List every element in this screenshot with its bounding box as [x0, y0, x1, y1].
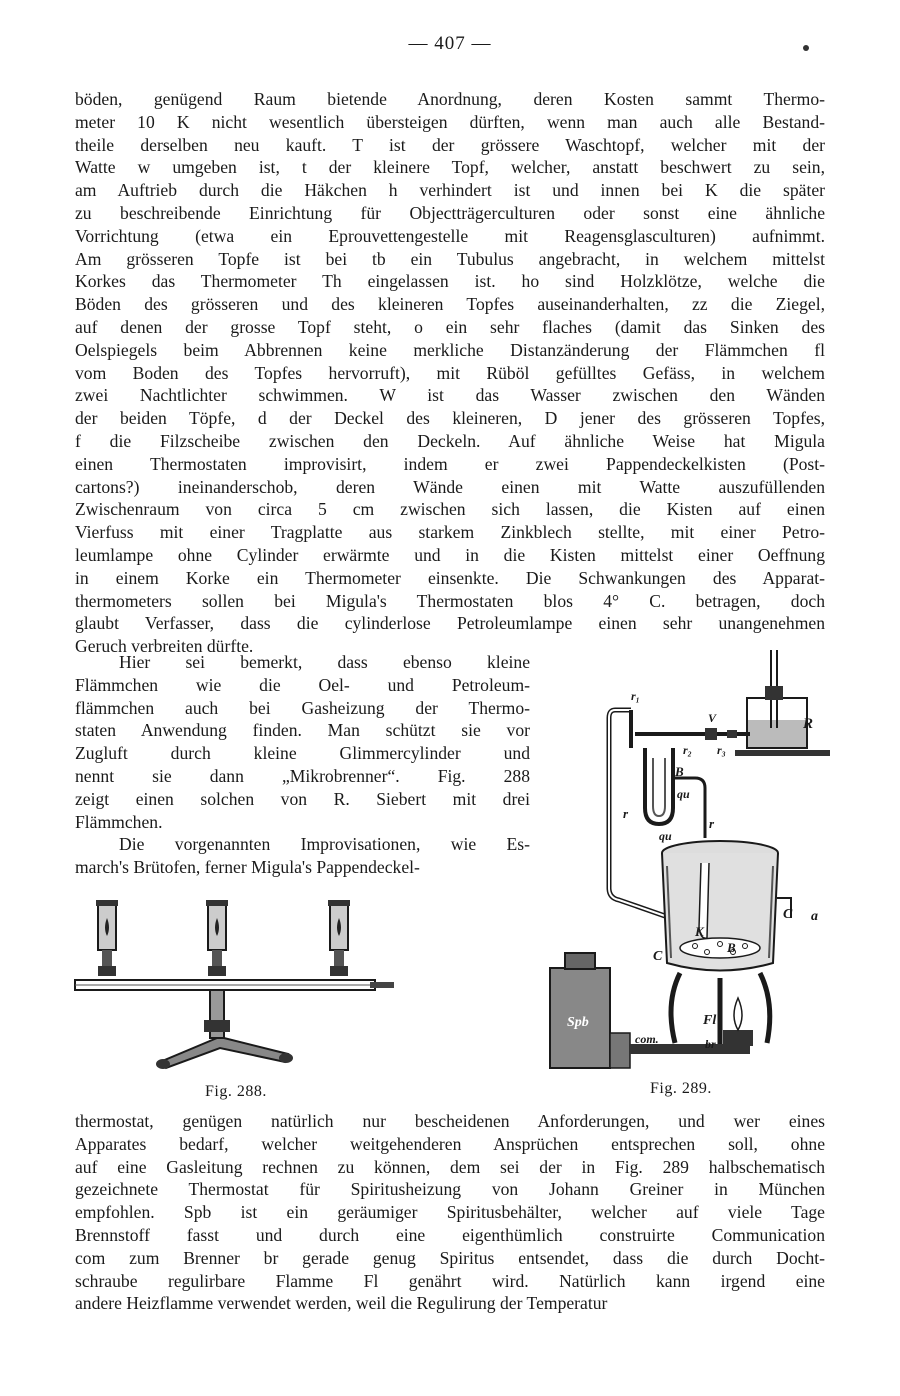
label-qu-lower: qu [659, 829, 672, 843]
top-paragraph [75, 88, 825, 658]
burner-right [328, 900, 350, 976]
label-com: com. [635, 1032, 659, 1046]
text-line: einen Thermostaten improvisirt, indem er zwei Pappendeckelkisten (Post- [75, 453, 825, 474]
figure-289-caption: Fig. 289. [650, 1080, 712, 1097]
text-line: Vorrichtung (etwa ein Eprouvettengestelle mit Reagensglasculturen) aufnimmt. [75, 225, 825, 246]
label-Spb: Spb [567, 1015, 589, 1030]
burner-middle [206, 900, 228, 976]
label-qu-upper: qu [677, 787, 690, 801]
stand-feet [160, 1038, 288, 1068]
figure-288-micro-burner [70, 890, 410, 1080]
valve-V [705, 728, 717, 740]
label-r-left: r [623, 806, 629, 821]
label-Fl: Fl [703, 1013, 717, 1028]
label-a: a [811, 909, 818, 924]
text-line: Brennstoff fasst und durch eine eigenthümlich construirte Communication [75, 1224, 825, 1245]
text-line: vom Boden des Topfes hervorruft), mit Rüböl gefülltes Gefäss, in welchem [75, 362, 825, 383]
text-line: der beiden Töpfe, d der Deckel des kleineren, D jener des grösseren Topfes, [75, 408, 825, 429]
text-line: march's Brütofen, ferner Migula's Pappendeckel- [75, 857, 420, 878]
text-line: Vierfuss mit einer Tragplatte aus starkem Zinkblech stellte, mit einer Petro- [75, 522, 825, 543]
page-number: — 407 — [408, 33, 492, 54]
text-line: empfohlen. Spb ist ein geräumiger Spiritusbehälter, welcher auf viele Tage [75, 1202, 825, 1223]
text-line: Geruch verbreiten dürfte. [75, 636, 254, 657]
text-line: Flämmchen. [75, 811, 163, 832]
label-br: br [705, 1037, 716, 1051]
text-line: gezeichnete Thermostat für Spiritusheizung von Johann Greiner in München [75, 1179, 825, 1200]
hose-nozzle [370, 982, 394, 988]
figure-289-thermostat [545, 648, 835, 1078]
text-line: leumlampe ohne Cylinder erwärmte und in die Kisten mittelst einer Oeffnung [75, 544, 825, 565]
text-line: schraube regulirbare Flamme Fl genährt wird. Natürlich kann irgend eine [75, 1270, 825, 1291]
text-line: meter 10 K nicht wesentlich übersteigen dürften, wenn man auch alle Bestand- [75, 111, 825, 132]
label-K: K [695, 924, 704, 939]
text-line: theile derselben neu kauft. T ist der grössere Waschtopf, welcher mit der [75, 134, 825, 155]
text-line: thermometers sollen bei Migula's Thermostaten blos 4° C. betragen, doch [75, 590, 825, 611]
text-line: böden, genügend Raum bietende Anordnung, deren Kosten sammt Thermo- [75, 89, 825, 109]
label-r1: r₁ [631, 689, 640, 703]
label-r2: r₂ [683, 743, 692, 757]
text-line: zu beschreibende Einrichtung für Objectträgerculturen oder sonst eine ähnliche [75, 202, 825, 223]
text-line: Oelspiegels beim Abbrennen keine merkliche Distanzänderung der Flämmchen fl [75, 339, 825, 360]
burner-left [96, 900, 118, 976]
figure-288-caption: Fig. 288. [205, 1083, 267, 1100]
text-line: flämmchen auch bei Gasheizung der Thermo- [75, 697, 530, 718]
text-line: cartons?) ineinanderschob, deren Wände einen mit Watte auszufüllenden [75, 476, 825, 497]
text-line: f die Filzscheibe zwischen den Deckeln. Auf ähnliche Weise hat Migula [75, 430, 825, 451]
label-B-inner: B [727, 940, 736, 955]
label-C-left: C [653, 949, 663, 964]
text-line: nennt sie dann „Mikrobrenner“. Fig. 288 [75, 765, 530, 786]
text-line: Apparates bedarf, welcher weitgehenderen Ansprüchen entsprechen soll, ohne [75, 1133, 825, 1154]
text-line: zeigt einen solchen von R. Siebert mit drei [75, 788, 530, 809]
text-line: Zugluft durch kleine Glimmercylinder und [75, 743, 530, 764]
label-V: V [708, 711, 717, 725]
text-line: am Auftrieb durch die Häkchen h verhindert ist und innen bei K die später [75, 180, 825, 201]
label-R: R [803, 716, 814, 732]
text-line: Böden des grösseren und des kleineren Topfes auseinanderhalten, zz die Ziegel, [75, 294, 825, 315]
middle-paragraph [75, 651, 530, 879]
text-line: Die vorgenannten Improvisationen, wie Es- [119, 834, 530, 855]
text-line: Hier sei bemerkt, dass ebenso kleine [119, 652, 530, 672]
regulator-u-tube [645, 748, 673, 824]
text-line: Am grösseren Topfe ist bei tb ein Tubulus angebracht, in welchem mittelst [75, 248, 825, 269]
text-line: thermostat, genügen natürlich nur bescheidenen Anforderungen, und wer eines [75, 1111, 825, 1131]
label-r3: r₃ [717, 743, 726, 757]
ink-speck [803, 45, 809, 51]
text-line: staten Anwendung finden. Man schützt sie vor [75, 720, 530, 741]
text-line: glaubt Verfasser, dass die cylinderlose Petroleumlampe einen sehr unangenehmen [75, 613, 825, 634]
reservoir-R [735, 650, 830, 756]
text-line: Watte w umgeben ist, t der kleinere Topf, welcher, anstatt beschwert zu sein, [75, 157, 825, 178]
label-B: B [675, 764, 684, 779]
text-line: andere Heizflamme verwendet werden, weil die Regulirung der Temperatur [75, 1293, 608, 1314]
tripod [671, 973, 770, 1046]
text-line: auf denen der grosse Topf steht, o ein sehr flaches (damit das Sinken des [75, 316, 825, 337]
text-line: com zum Brenner br gerade genug Spiritus entsendet, dass die durch Docht- [75, 1247, 825, 1268]
label-C-right: C [783, 907, 793, 922]
bottom-paragraph [75, 1110, 825, 1315]
label-r-right: r [709, 816, 715, 831]
text-line: auf eine Gasleitung rechnen zu können, dem sei der in Fig. 289 halbschematisch [75, 1156, 825, 1177]
tube-r1 [609, 710, 665, 916]
text-line: zwei Nachtlichter schwimmen. W ist das Wasser zwischen den Wänden [75, 385, 825, 406]
text-line: Korkes das Thermometer Th eingelassen ist. ho sind Holzklötze, welche die [75, 271, 825, 292]
burner-flame [723, 998, 753, 1046]
text-line: in einem Korke ein Thermometer einsenkte. Die Schwankungen des Apparat- [75, 567, 825, 588]
text-line: Zwischenraum von circa 5 cm zwischen sich lassen, die Kisten auf einen [75, 499, 825, 520]
text-line: Flämmchen wie die Oel- und Petroleum- [75, 674, 530, 695]
